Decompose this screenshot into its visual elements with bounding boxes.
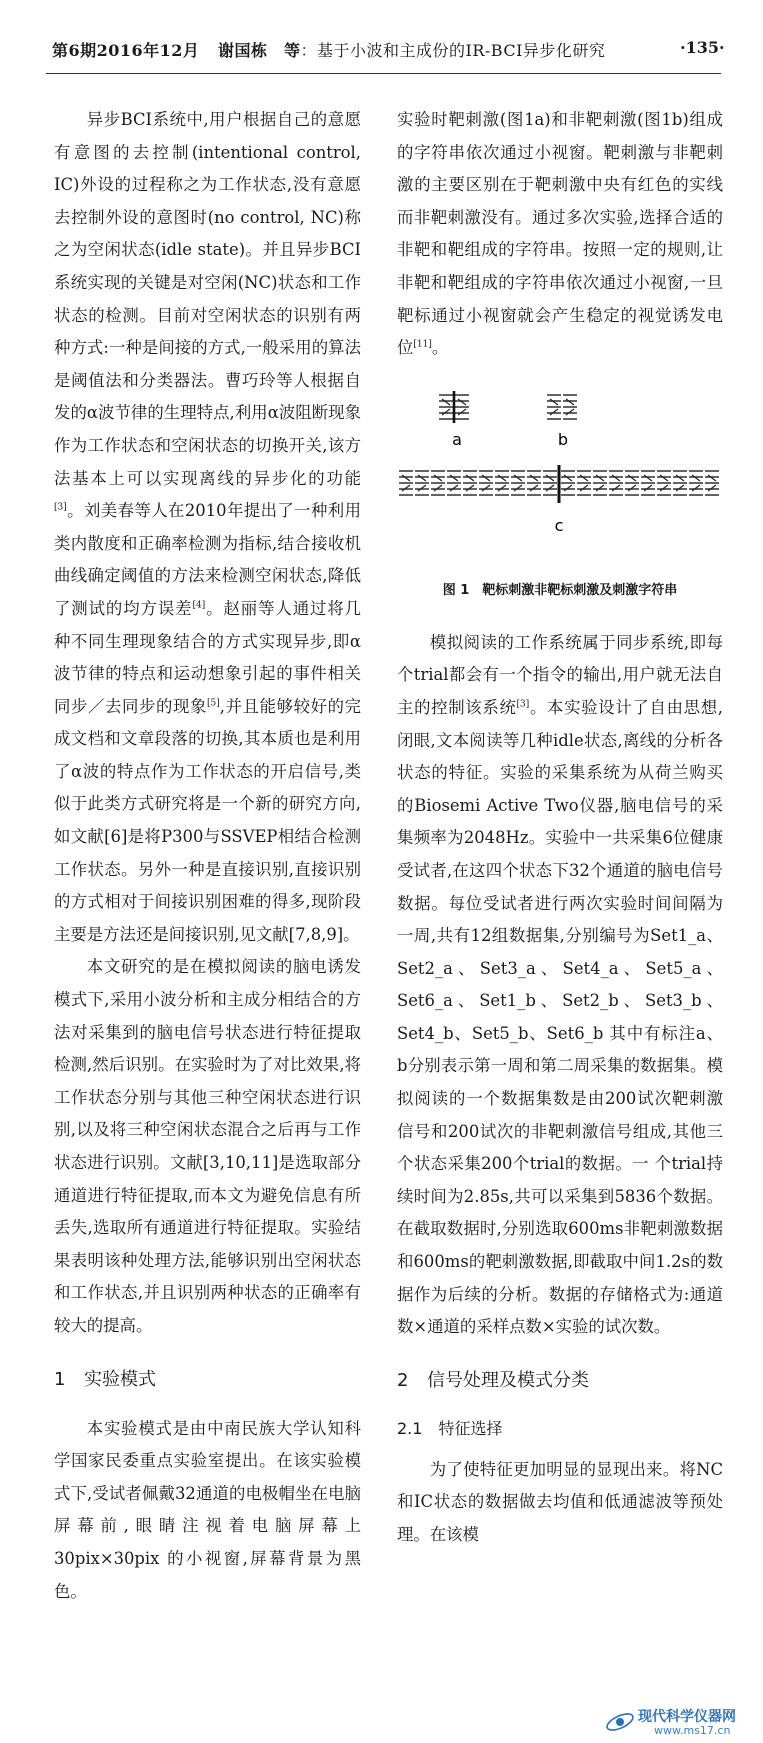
left-column: [54, 104, 361, 1608]
figure-caption: 图 1 靶标刺激非靶标刺激及刺激字符串: [442, 582, 678, 598]
running-title: [218, 38, 605, 61]
citation: [5]: [207, 698, 220, 709]
label-a: a: [452, 429, 462, 449]
running-authors: 谢国栋 等: [218, 41, 301, 60]
paragraph-stimulus: 实验时靶刺激(图1a)和非靶刺激(图1b)组成的字符串依次通过小视窗。靶刺激与非靶刺激的主要区别在于靶刺激中央有红色的实线而非靶刺激没有。通过多次实验,选择合适的非靶和靶组成的字符串。按照一定的规则,让非靶和靶组成的字符串依次通过小视窗,一旦靶标通过小视窗就会产生稳定的视觉诱发电位[11]。: [397, 110, 723, 358]
paragraph-feature-selection: 为了使特征更加明显的显现出来。将NC和IC状态的数据做去均值和低通滤波等预处理。在该模: [397, 1459, 723, 1544]
running-header: [0, 0, 763, 80]
subsection-heading-2-1: 2.1 特征选择: [397, 1418, 503, 1438]
watermark-text: 现代科学仪器网: [638, 1709, 736, 1725]
citation: [4]: [192, 600, 206, 611]
label-b: b: [557, 429, 569, 449]
paragraph-experiment-mode: 本实验模式是由中南民族大学认知科学国家民委重点实验室提出。在该实验模式下,受试者佩戴32通道的电极帽坐在电脑屏幕前,眼睛注视着电脑屏幕上 30pix×30pix 的小视窗,屏幕背景为黑色。: [54, 1418, 361, 1601]
paragraph-this-study: 本文研究的是在模拟阅读的脑电诱发模式下,采用小波分析和主成分相结合的方法对采集到的脑电信号状态进行特征提取检测,然后识别。在实验时为了对比效果,将工作状态分别与其他三种空闲状态进行识别,以及将三种空闲状态混合之后再与工作状态进行识别。文献[3,10,11]是选取部分通道进行特征提取,而本文为避免信息有所丢失,选取所有通道进行特征提取。实验结果表明该种处理方法,能够识别出空闲状态和工作状态,并且识别两种状态的正确率有较大的提高。: [54, 957, 361, 1335]
nontarget-stimulus: [547, 395, 577, 419]
paragraph-simulated-reading: 模拟阅读的工作系统属于同步系统,即每个trial都会有一个指令的输出,用户就无法自主的控制该系统[3]。本实验设计了自由思想,闭眼,文本阅读等几种idle状态,离线的分析各状态的特征。实验的采集系统为从荷兰购买的Biosemi Active Two仪器,脑电信号的采 集频率为2048Hz。实验中一共采集6位健康受试者,在这四个状态下32个通道的脑电信号数据。每位受试者进行两次实验时间间隔为一周,共有12组数据集,分别编号为Set1_a、Set2_a、Set3_a、Set4_a、Set5_a、Set6_a、Set1_b、Set2_b、Set3_b、Set4_b、Set5_b、Set6_b 其中有标注a、b分别表示第一周和第二周采集的数据集。模拟阅读的一个数据集数是由200试次靶刺激信号和200试次的非靶刺激信号组成,其他三个状态采集200个trial的数据。一 个trial持续时间为2.85s,共可以采集到5836个数据。在截取数据时,分别选取600ms非靶刺激数据和600ms的靶刺激数据,即截取中间1.2s的数据作为后续的分析。数据的存储格式为:通道数×通道的采样点数×实验的试次数。: [397, 632, 740, 1337]
paragraph-async-bci: 异步BCI系统中,用户根据自己的意愿有意图的去控制(intentional control, IC)外设的过程称之为工作状态,没有意愿去控制外设的意图时(no control, NC)称之为空闲状态(idle state)。并且异步BCI系统实现的关键是对空闲(NC)状态和工作状态的检测。目前对空闲状态的识别有两种方式:一种是间接的方式,一般采用的算法是阈值法和分类器法。曹巧玲等人根据自发的α波节律的生理特点,利用α波阻断现象作为工作状态和空闲状态的切换开关,该方法基本上可以实现离线的异步化的功能[3]。刘美春等人在2010年提出了一种利用类内散度和正确率检测为指标,结合接收机曲线确定阈值的方法来检测空闲状态,降低了测试的均方误差[4]。赵丽等人通过将几种不同生理现象结合的方式实现异步,即α波节律的特点和运动想象引起的事件相关同步／去同步的现象[5],并且能够较好的完成文档和文章段落的切换,其本质也是利用了α波的特点作为工作状态的开启信号,类似于此类方式研究将是一个新的研究方向,如文献[6]是将P300与SSVEP相结合检测工作状态。另外一种是直接识别,直接识别的方式相对于间接识别困难的得多,现阶段主要是方法还是间接识别,见文献[7,8,9]。: [54, 110, 362, 944]
header-rule: [46, 73, 721, 74]
issue-date: 第6期2016年12月: [52, 41, 200, 60]
citation: [3]: [54, 502, 67, 513]
stimulus-string: [399, 465, 719, 503]
citation: [11]: [413, 339, 432, 350]
watermark-logo-icon: [604, 1707, 636, 1737]
page-number: ·135·: [680, 38, 725, 57]
section-heading-1: 1 实验模式: [54, 1368, 156, 1390]
running-article-title: ：基于小波和主成份的IR-BCI异步化研究: [300, 41, 606, 60]
watermark-url: www.ms17.cn: [654, 1724, 731, 1737]
target-stimulus: [439, 391, 469, 423]
stimulus-figure: [397, 385, 723, 585]
figure-1: [397, 385, 723, 615]
watermark: [598, 1705, 758, 1741]
label-c: c: [554, 515, 564, 535]
citation: [3]: [516, 699, 530, 710]
right-column: [397, 104, 740, 1552]
section-heading-2: 2 信号处理及模式分类: [397, 1369, 589, 1391]
